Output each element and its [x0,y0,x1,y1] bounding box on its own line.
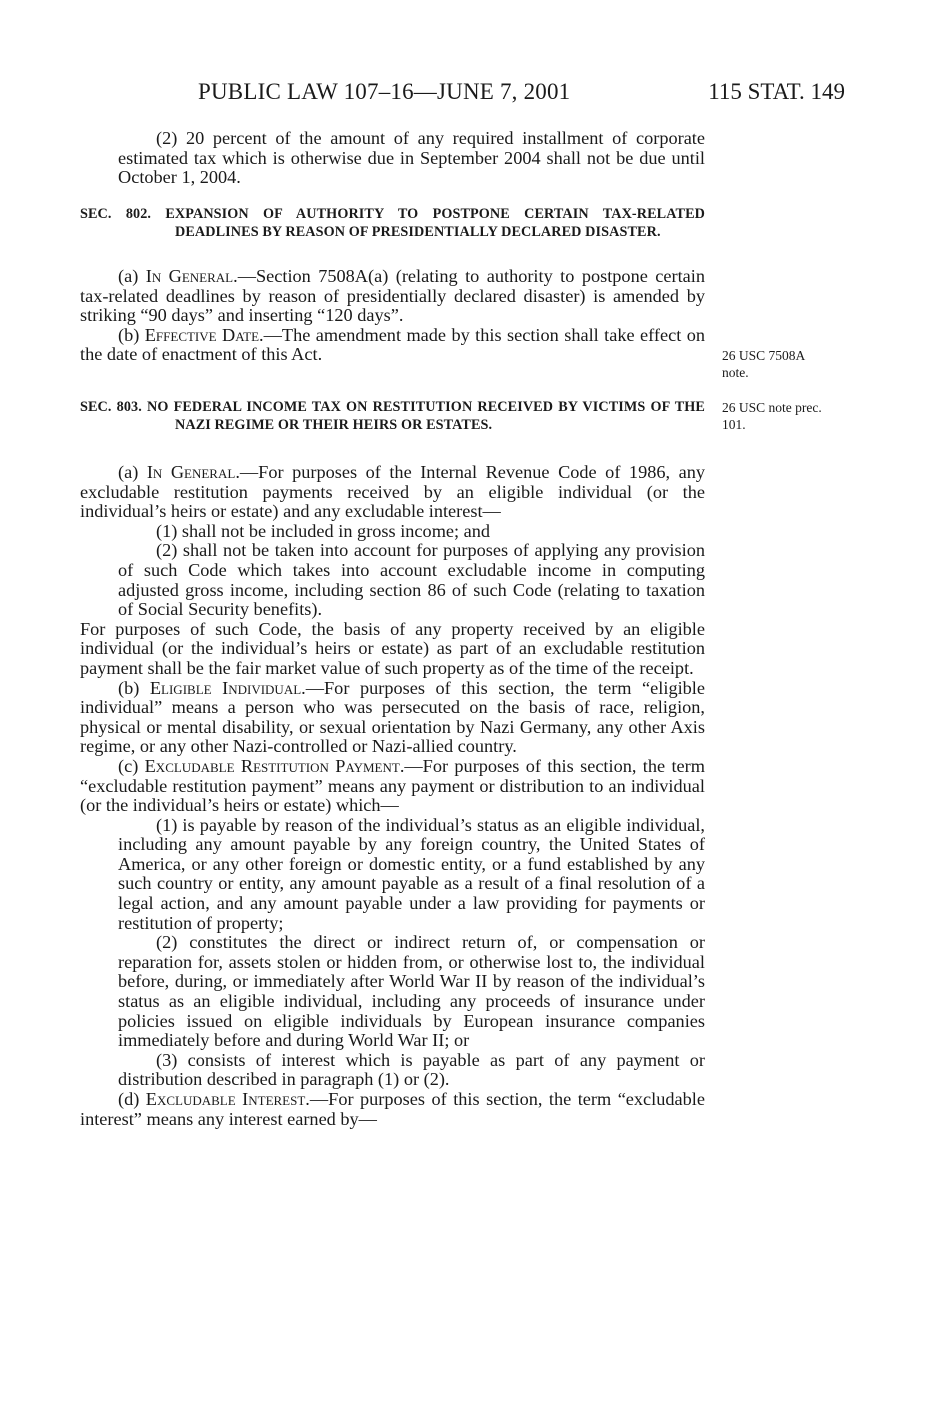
stat-page-number: 115 STAT. 149 [708,79,845,104]
sec-803-c-paragraph-3: (3) consists of interest which is payable as part of any payment or distribution described in paragraph (1) or (2). [118,1049,705,1090]
page-header [0,79,940,109]
sec-802-heading-block [80,205,705,241]
sec-803-subsection-d: (d) Excludable Interest.—For purposes of this section, the term “excludable interest” means any interest earned by— [80,1089,705,1129]
margin-note-7508a: 26 USC 7508A note. [722,348,805,380]
sec-802-body [80,267,705,365]
margin-note-prec-101: 26 USC note prec. 101. [722,400,822,432]
sec-803-a-paragraph-2: (2) shall not be taken into account for purposes of applying any provision of such Code which takes into account excludable income in computing adjusted gross income, including section 86 of such Code (relating to taxation of Social Security benefits). [118,540,705,620]
sec-802-heading: SEC. 802. EXPANSION OF AUTHORITY TO POSTPONE CERTAIN TAX-RELATED DEADLINES BY REASON OF PRESIDENTIALLY DECLARED DISASTER. [80,206,705,240]
sec-803-body [80,463,705,1129]
intro-block [80,129,705,188]
sec-803-subsection-c: (c) Excludable Restitution Payment.—For purposes of this section, the term “excludable restitution payment” means any payment or distribution to an individual (or the individual’s heirs or estate) which— [80,755,705,816]
sec-803-a-paragraph-1: (1) shall not be included in gross income; and [156,520,491,541]
running-title: PUBLIC LAW 107–16—JUNE 7, 2001 [198,79,571,104]
sec-803-c-paragraph-1: (1) is payable by reason of the individual’s status as an eligible individual, including any amount payable by any foreign country, the United States of America, or any other foreign or domestic entity, or a fund established by any such country or entity, any amount payable as a result of a final resolution of a legal action, and any amount payable under a law providing for payments or restitution of property; [118,814,705,933]
sec-802-subsection-a: (a) In General.—Section 7508A(a) (relating to authority to postpone certain tax-related deadlines by reason of presidentially declared disaster) is amended by striking “90 days” and inserting “120 days”. [80,266,705,326]
sec-802-subsection-b: (b) Effective Date.—The amendment made by this section shall take effect on the date of enactment of this Act. [80,324,705,365]
sec-803-c-paragraph-2: (2) constitutes the direct or indirect return of, or compensation or reparation for, assets stolen or hidden from, or otherwise lost to, the individual before, during, or immediately after World War II by reason of the individual’s status as an eligible individual, including any proceeds of insurance under policies issued on eligible individuals by European insurance companies immediately before and during World War II; or [118,932,705,1051]
sec-803-a-flush-text: For purposes of such Code, the basis of any property received by an eligible individual (or the individual’s heirs or estate) as part of an excludable restitution payment shall be the fair market value of such property as of the time of the receipt. [80,618,705,678]
sec-803-subsection-b: (b) Eligible Individual.—For purposes of this section, the term “eligible individual” means a person who was persecuted on the basis of race, religion, physical or mental disability, or sexual orientation by Nazi Germany, any other Axis regime, or any other Nazi-controlled or Nazi-allied country. [80,677,705,757]
sec-803-heading-block [80,398,705,434]
sec-803-subsection-a: (a) In General.—For purposes of the Internal Revenue Code of 1986, any excludable restitution payments received by an eligible individual (or the individual’s heirs or estate) and any excludable interest— [80,462,705,522]
sec-803-heading: SEC. 803. NO FEDERAL INCOME TAX ON RESTITUTION RECEIVED BY VICTIMS OF THE NAZI REGIME OR THEIR HEIRS OR ESTATES. [80,399,705,433]
paragraph-2-installment: (2) 20 percent of the amount of any required installment of corporate estimated tax which is otherwise due in September 2004 shall not be due until October 1, 2004. [118,128,705,188]
